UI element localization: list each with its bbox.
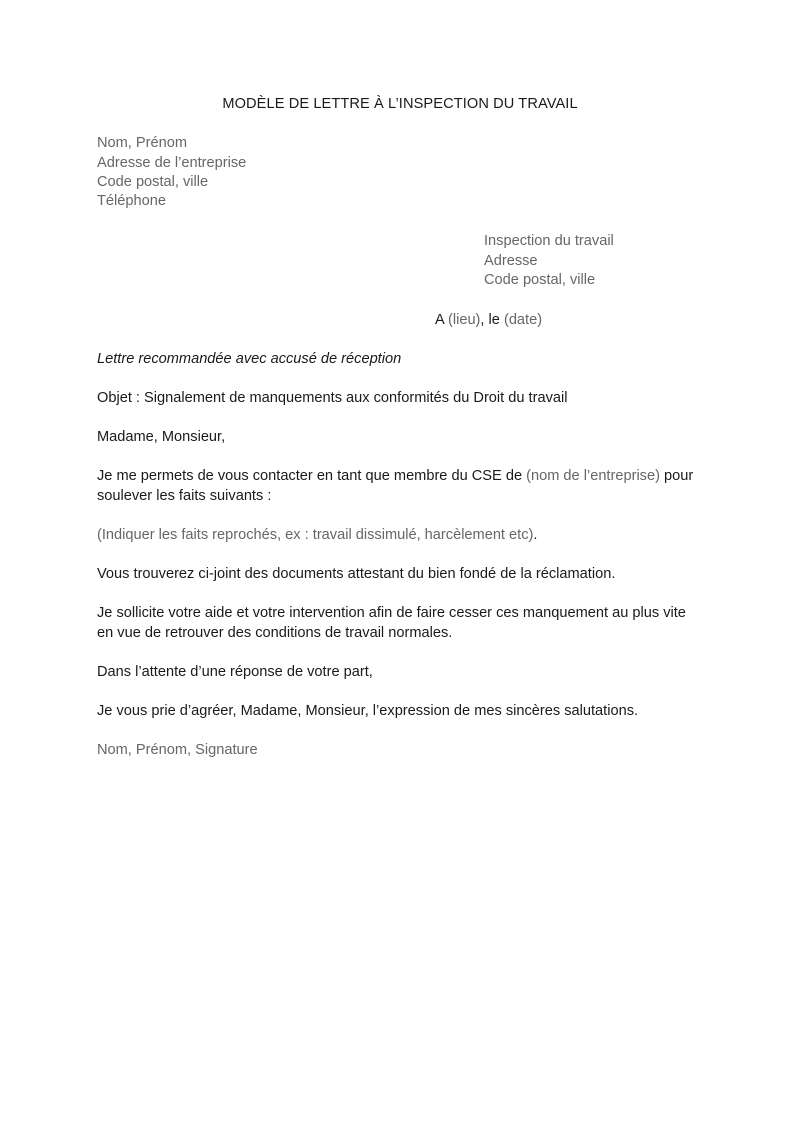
intro-line-2: soulever les faits suivants : <box>97 488 272 504</box>
sender-name: Nom, Prénom <box>97 135 188 151</box>
intro-line-1 <box>97 467 693 487</box>
signature-placeholder: Nom, Prénom, Signature <box>97 742 258 758</box>
closing-formula: Je vous prie d’agréer, Madame, Monsieur, l’expression de mes sincères salutations. <box>97 703 639 719</box>
document-title: MODÈLE DE LETTRE À L’INSPECTION DU TRAVAIL <box>222 96 578 112</box>
place-prefix: A <box>435 312 448 328</box>
date-prefix: , le <box>480 312 504 328</box>
company-placeholder: (nom de l’entreprise) <box>526 468 660 484</box>
place-placeholder: (lieu) <box>447 312 481 328</box>
facts-period: . <box>533 527 538 543</box>
request-line-1: Je sollicite votre aide et votre intervention afin de faire cesser ces manquement au plus vite <box>97 605 686 621</box>
attachments-paragraph: Vous trouverez ci-joint des documents attestant du bien fondé de la réclamation. <box>97 566 616 582</box>
recipient-city: Code postal, ville <box>484 272 596 288</box>
intro-text: Je me permets de vous contacter en tant que membre du CSE de <box>97 468 527 484</box>
recipient-address: Adresse <box>484 253 538 269</box>
recipient-name: Inspection du travail <box>484 233 614 249</box>
request-line-2: en vue de retrouver des conditions de travail normales. <box>97 625 453 641</box>
salutation: Madame, Monsieur, <box>97 429 226 445</box>
place-date-line <box>435 311 542 331</box>
date-placeholder: (date) <box>503 312 543 328</box>
waiting-line: Dans l’attente d’une réponse de votre part, <box>97 664 373 680</box>
sender-phone: Téléphone <box>97 193 166 209</box>
facts-placeholder: (Indiquer les faits reprochés, ex : travail dissimulé, harcèlement etc) <box>97 527 534 543</box>
subject-line: Objet : Signalement de manquements aux conformités du Droit du travail <box>97 390 568 406</box>
intro-text-end: pour <box>659 468 694 484</box>
sender-address: Adresse de l’entreprise <box>97 155 247 171</box>
sender-city: Code postal, ville <box>97 174 209 190</box>
delivery-note: Lettre recommandée avec accusé de réception <box>97 351 402 367</box>
facts-paragraph <box>97 526 537 546</box>
